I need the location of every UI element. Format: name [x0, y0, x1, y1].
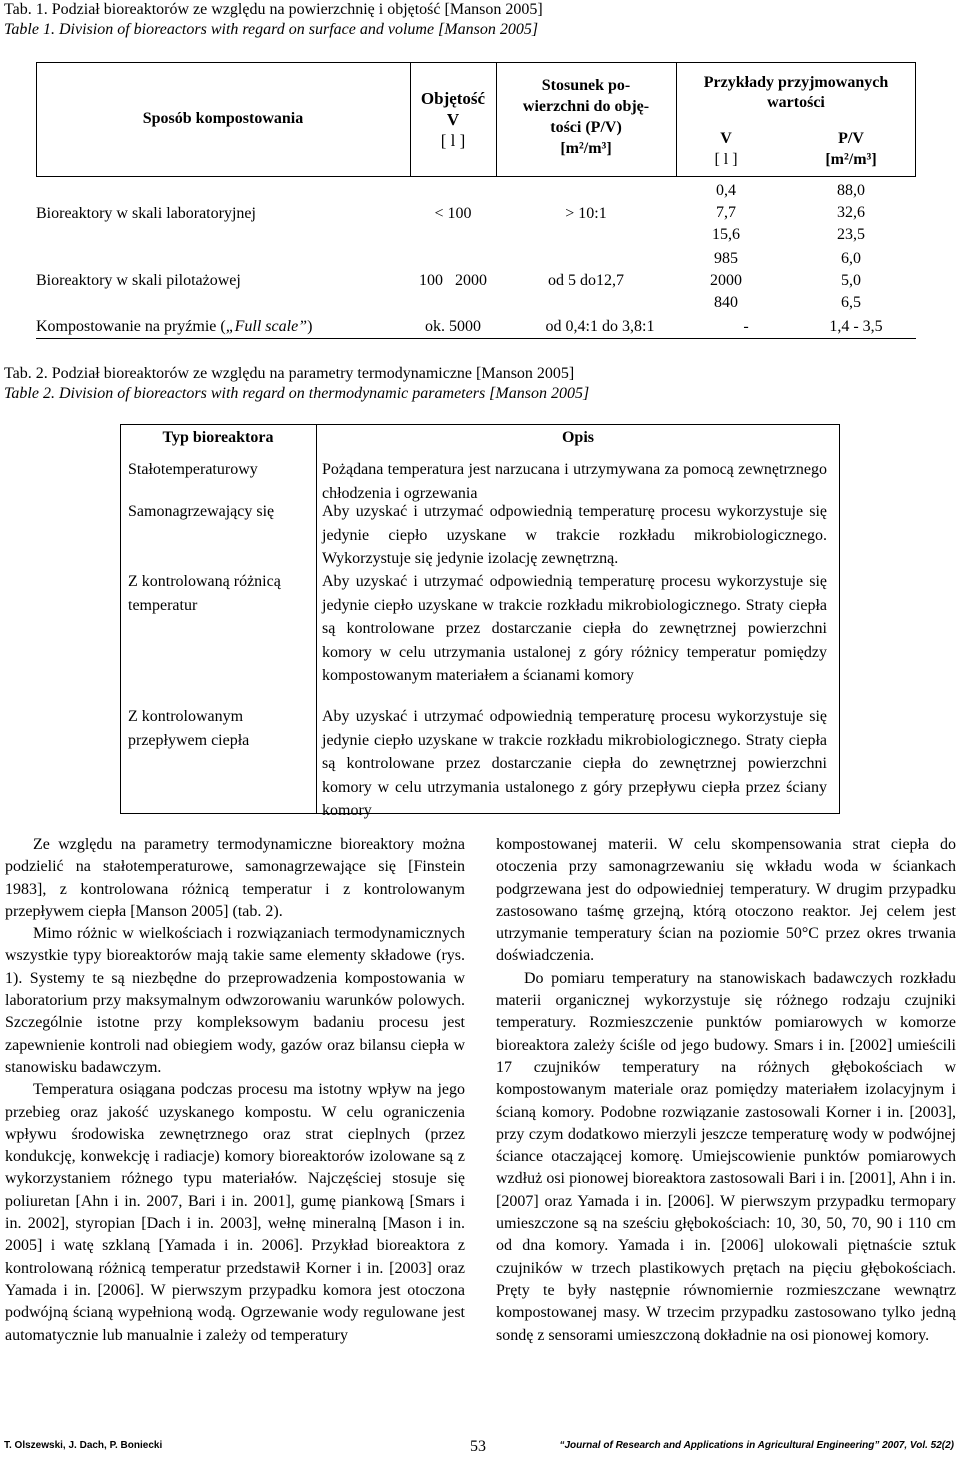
type-row-1: Stałotemperaturowy — [128, 461, 258, 478]
row1-example-v: 0,4 7,7 15,6 — [712, 182, 740, 243]
row2-example-v: 985 2000 840 — [710, 250, 742, 311]
row1-ratio: > 10:1 — [565, 205, 607, 222]
row2-volume: 100 2000 — [419, 272, 487, 289]
row3-method: Kompostowanie na pryźmie („Full scale”) — [36, 318, 313, 335]
footer-journal: “Journal of Research and Applications in Agricultural Engineering” 2007, Vol. 52(2) — [559, 1440, 954, 1451]
row3-example-pv: 1,4 - 3,5 — [829, 318, 883, 335]
table1-caption-en: Table 1. Division of bioreactors with regard on surface and volume [Manson 2005] — [4, 21, 539, 38]
body-right-column — [496, 834, 956, 1347]
table2-caption-en: Table 2. Division of bioreactors with regard on thermodynamic parameters [Manson 2005] — [4, 385, 590, 402]
table2 — [120, 424, 840, 819]
row1-volume: < 100 — [434, 205, 472, 222]
body-left-paragraph: Temperatura osiągana podczas procesu ma istotny wpływ na jego przebieg oraz jakość uzyskanego kompostu. W celu ograniczenia wpływu środowiska zewnętrznego oraz strat cieplnych (przez kondukcję, konwekcję i radiacje) komory bioreaktorów izolowane są z wykorzystaniem różnego typu materiałów. Najczęściej stosuje się poliuretan [Ahn i in. 2007, Bari i in. 2001], gumę piankową [Smars i in. 2002], styropian [Dach i in. 2003], wełnę mineralną [Mason i in. 2005] i watę szklaną [Yamada i in. 2006]. Przykład bioreaktora z kontrolowaną różnicą temperatur przedstawił Korner i in. [2003] oraz Yamada i in. [2006]. W pierwszym przypadku komora jest otoczona podwójną ścianą wypełnioną wodą. Ogrzewanie wody regulowane jest automatycznie lub manualnie i zależy od temperatury — [5, 1081, 465, 1344]
header-example-v: V [ l ] — [714, 130, 738, 168]
desc-row-2: Aby uzyskać i utrzymać odpowiednią temperaturę procesu wykorzystuje się jedynie ciepło uzyskane w trakcie rozkładu mikrobiologicznego. Wykorzystuje się jedynie izolację zewnętrzną. — [322, 503, 827, 567]
desc-row-1: Pożądana temperatura jest narzucana i utrzymywana za pomocą zewnętrznego chłodzenia i ogrzewania — [322, 461, 827, 502]
row2-method: Bioreaktory w skali pilotażowej — [36, 272, 241, 289]
body-right-paragraph: Do pomiaru temperatury na stanowiskach badawczych rozkładu materii organicznej wykorzystuje się różnego rodzaju czujniki temperatury. Rozmieszczenie punktów pomiarowych w komorze bioreaktora zależy ściśle od jego budowy. Smars i in. [2002] umieścili 17 czujników temperatury na różnych głębokościach w kompostowanym materiale oraz pomiędzy materiałem izolacyjnym i ścianą komory. Podobne rozwiązanie zastosowali Korner i in. [2003], przy czym dodatkowo mierzyli jeszcze temperaturę wody w podwójnej ściance otaczającej komorę. Umiejscowienie punktów pomiarowych wzdłuż osi pionowej bioreaktora zastosowali Bari i in. [2001], Ahn i in. [2007] oraz Yamada i in. [2006]. W pierwszym przypadku termopary umieszczone są na sześciu głębokościach: 10, 30, 50, 70, 90 i 110 cm od dna komory. Yamada i in. [2006] ulokowali piętnaście sztuk czujników w trzech plastikowych prętach na pięciu głębokościach. Pręty te były następnie równomiernie rozmieszczane wewnątrz kompostowanej masy. W trzecim przypadku zastosowano tylko jedną sondę z sensorami umieszczoną dokładnie na osi pionowej komory. — [496, 969, 956, 1344]
header-desc: Opis — [561, 429, 594, 446]
row3-example-v: - — [743, 318, 749, 335]
body-right-paragraph: kompostowanej materii. W celu skompensowania strat ciepła do otoczenia przy samonagrzewaniu się wkładu woda w ściankach podgrzewana jest do odpowiedniej temperatury. W drugim przypadku zastosowano taśmę grzejną, którą otoczono reaktor. Jej celem jest utrzymanie temperatury ścian na poziomie 50°C przez okres trwania doświadczenia. — [496, 836, 956, 965]
type-row-3: Z kontrolowaną różnicą temperatur — [128, 573, 281, 614]
page-footer — [0, 1436, 960, 1462]
header-volume: Objętość V [ l ] — [420, 89, 486, 150]
row3-volume: ok. 5000 — [425, 318, 481, 335]
type-row-4: Z kontrolowanym przepływem ciepła — [128, 708, 250, 749]
footer-authors: T. Olszewski, J. Dach, P. Boniecki — [4, 1440, 163, 1451]
body-left-column — [5, 834, 465, 1347]
table1 — [36, 62, 916, 339]
row2-ratio: od 5 do12,7 — [548, 272, 624, 289]
row1-method: Bioreaktory w skali laboratoryjnej — [36, 205, 256, 222]
type-row-2: Samonagrzewający się — [128, 503, 275, 520]
row3-ratio: od 0,4:1 do 3,8:1 — [545, 318, 655, 335]
header-ratio: Stosunek po- wierzchni do obję- tości (P/V) [m²/m³] — [522, 77, 650, 157]
row1-example-pv: 88,0 32,6 23,5 — [837, 182, 865, 243]
header-example-pv: P/V [m²/m³] — [825, 130, 877, 168]
body-left-paragraph: Ze względu na parametry termodynamiczne bioreaktory można podzielić na stałotemperaturowe, samonagrzewające się [Finstein 1983], z kontrolowana różnicą temperatur i z kontrolowanym przepływem ciepła [Manson 2005] (tab. 2). — [5, 836, 465, 920]
header-examples: Przykłady przyjmowanych wartości — [703, 74, 889, 111]
table1-caption-pl: Tab. 1. Podział bioreaktorów ze względu na powierzchnię i objętość [Manson 2005] — [4, 1, 543, 18]
header-method: Sposób kompostowania — [142, 110, 304, 127]
table2-caption-pl: Tab. 2. Podział bioreaktorów ze względu na parametry termodynamiczne [Manson 2005] — [4, 365, 575, 382]
desc-row-3: Aby uzyskać i utrzymać odpowiednią temperaturę procesu wykorzystuje się jedynie ciepło uzyskane w trakcie rozkładu mikrobiologicznego. Straty ciepła są kontrolowane przez dostarczanie ciepła do zewnętrznej powierzchni komory w celu utrzymania ustalonej z góry różnicy temperatur pomiędzy kompostowanym materiałem a ścianami komory — [322, 573, 827, 684]
desc-row-4: Aby uzyskać i utrzymać odpowiednią temperaturę procesu wykorzystuje się jedynie ciepło uzyskane w trakcie rozkładu mikrobiologicznego. Straty ciepła są kontrolowane przez dostarczanie ciepła do zewnętrznej powierzchni komory w celu utrzymania ustalonego z góry przepływu ciepła przez ściany komory — [322, 708, 827, 819]
header-type: Typ bioreaktora — [162, 429, 274, 446]
row2-example-pv: 6,0 5,0 6,5 — [841, 250, 861, 311]
page-number: 53 — [470, 1438, 486, 1455]
body-left-paragraph: Mimo różnic w wielkościach i rozwiązaniach termodynamicznych wszystkie typy bioreaktorów mają takie same elementy składowe (rys. 1). Systemy te są niezbędne do przeprowadzenia kompostowania w laboratorium przy maksymalnym odwzorowaniu warunków polowych. Szczególnie istotne przy kompleksowym badaniu procesu jest zapewnienie kontroli nad obiegiem wody, gazów oraz bilansu ciepła w stanowisku badawczym. — [5, 925, 465, 1076]
